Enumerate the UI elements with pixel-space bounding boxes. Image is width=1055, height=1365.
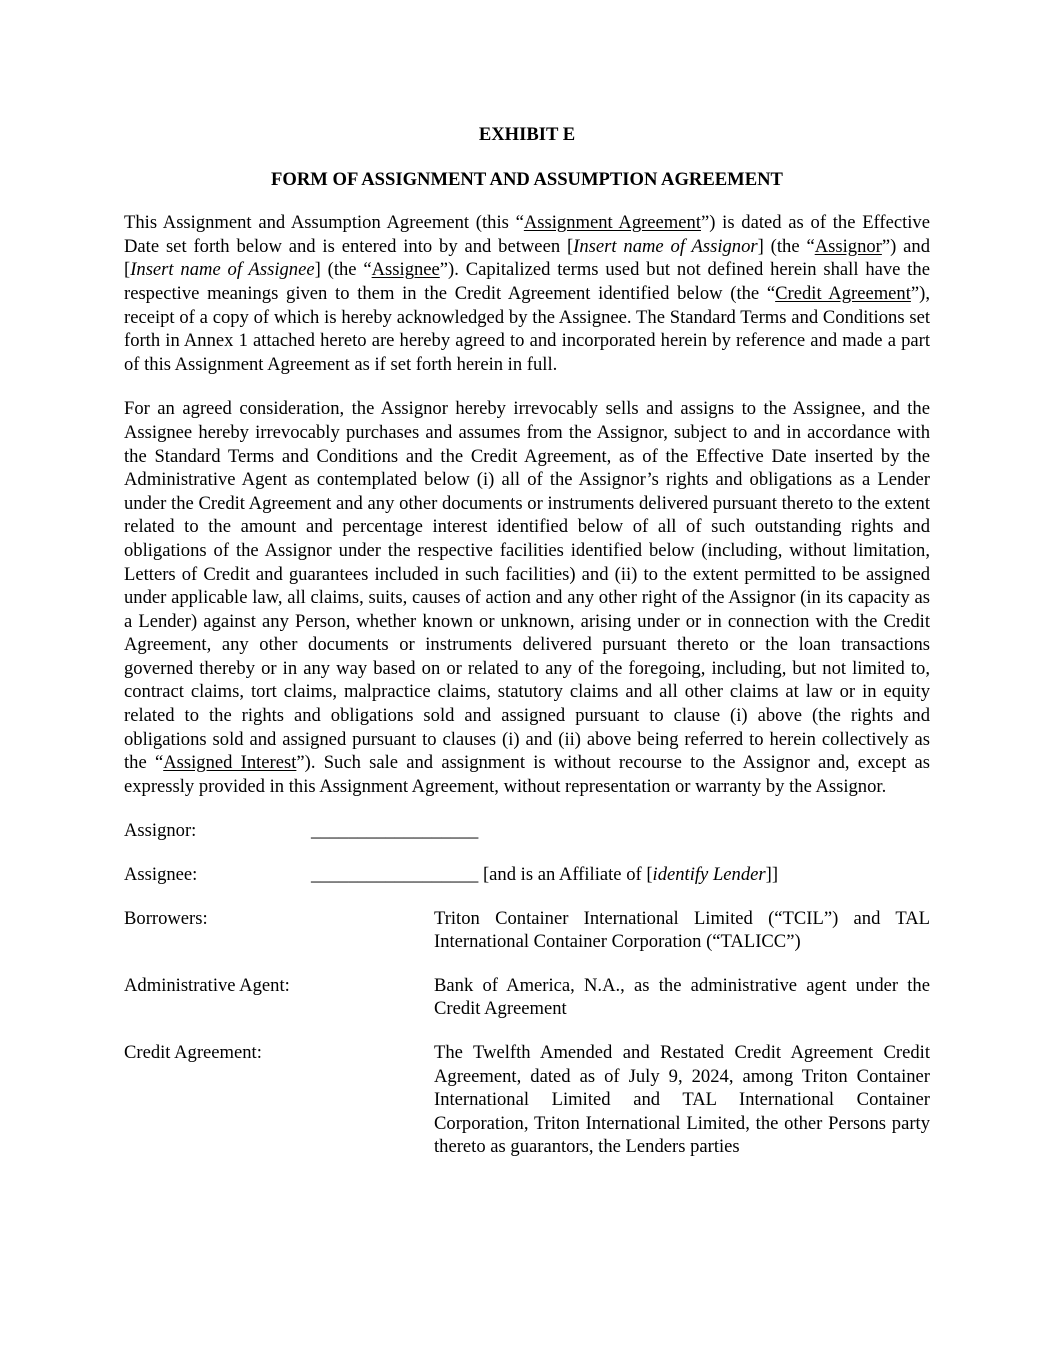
defined-term-assignor: Assignor xyxy=(814,235,882,257)
assignee-blank: __________________ xyxy=(311,864,479,886)
defined-term-assignment-agreement: Assignment Agreement xyxy=(523,212,701,234)
text-run: ”), receipt of a copy of which is hereby acknowledged by the Assignee. The Standard Terms and Conditions set forth in Annex 1 attached hereto are hereby agreed to and incorporated herein by reference and made a part of this Assignment Agreement as if set forth herein in full. xyxy=(124,282,930,375)
affiliate-text: [and is an Affiliate of [ xyxy=(478,864,653,886)
credit-agreement-row xyxy=(124,1041,930,1159)
consideration-paragraph xyxy=(124,397,930,798)
assignor-blank-line: __________________ xyxy=(311,820,479,842)
text-run: For an agreed consideration, the Assignor hereby irrevocably sells and assigns to the Assignee, and the Assignee hereby irrevocably purchases and assumes from the Assignor, subject to and in accordance with the Standard Terms and Conditions and the Credit Agreement, as of the Effective Date inserted by the Administrative Agent as contemplated below (i) all of the Assignor’s rights and obligations as a Lender under the Credit Agreement and any other documents or instruments delivered pursuant thereto to the extent related to the amount and percentage interest identified below of all of such outstanding rights and obligations of the Assignor under the respective facilities identified below (including, without limitation, Letters of Credit and guarantees included in such facilities) and (ii) to the extent permitted to be assigned under applicable law, all claims, suits, causes of action and any other right of the Assignor (in its capacity as a Lender) against any Person, whether known or unknown, arising under or in connection with the Credit Agreement, any other documents or instruments delivered pursuant thereto or the loan transactions governed thereby or in any way based on or related to any of the foregoing, including, but not limited to, contract claims, tort claims, malpractice claims, statutory claims and all other claims at law or in equity related to the rights and obligations sold and assigned pursuant to clause (i) above (the rights and obligations sold and assigned pursuant to clauses (i) and (ii) above being referred to herein collectively as the “ xyxy=(124,398,930,774)
defined-term-assigned-interest: Assigned Interest xyxy=(163,752,297,774)
defined-term-assignee: Assignee xyxy=(371,259,440,281)
admin-agent-row xyxy=(124,974,930,1021)
borrowers-label: Borrowers: xyxy=(124,907,208,929)
text-run: ”) and [ xyxy=(124,235,931,281)
placeholder-identify-lender: identify Lender xyxy=(652,864,766,886)
credit-agreement-label: Credit Agreement: xyxy=(124,1042,262,1063)
assignor-label: Assignor: xyxy=(124,820,197,842)
text-run: ”). Capitalized terms used but not defined herein shall have the respective meanings given to them in the Credit Agreement identified below (the “ xyxy=(124,259,930,304)
credit-agreement-value: The Twelfth Amended and Restated Credit Agreement Credit Agreement, dated as of July 9, 2024, among Triton Container International Limited and TAL International Container Corporation, Triton International Limited, the other Persons party thereto as guarantors, the Lenders parties xyxy=(434,1042,930,1158)
assignee-label: Assignee: xyxy=(124,864,198,886)
exhibit-title: EXHIBIT E xyxy=(478,124,576,145)
admin-agent-label: Administrative Agent: xyxy=(124,974,290,996)
placeholder-assignor-name: Insert name of Assignor xyxy=(573,235,758,257)
text-run: ] (the “ xyxy=(314,259,372,281)
admin-agent-value: Bank of America, N.A., as the administrative agent under the Credit Agreement xyxy=(434,974,930,1020)
text-run: ”). Such sale and assignment is without recourse to the Assignor and, except as expressly provided in this Assignment Agreement, without representation or warranty by the Assignor. xyxy=(124,752,930,797)
intro-paragraph xyxy=(124,211,930,376)
placeholder-assignee-name: Insert name of Assignee xyxy=(130,259,315,281)
text-run: This Assignment and Assumption Agreement (this “ xyxy=(124,212,524,234)
affiliate-close: ]] xyxy=(765,864,779,886)
borrowers-row xyxy=(124,907,930,954)
text-run: ”) is dated as of the Effective Date set forth below and is entered into by and between [ xyxy=(124,212,930,257)
form-title: FORM OF ASSIGNMENT AND ASSUMPTION AGREEMENT xyxy=(271,168,783,190)
text-run: ] (the “ xyxy=(757,235,815,257)
assignor-row xyxy=(124,819,930,843)
borrowers-value: Triton Container International Limited (“TCIL”) and TAL International Container Corporation (“TALICC”) xyxy=(434,907,930,953)
assignee-row xyxy=(124,863,930,887)
assignee-blank-line xyxy=(311,863,778,887)
defined-term-credit-agreement: Credit Agreement xyxy=(775,282,911,304)
document-page xyxy=(124,123,930,1159)
